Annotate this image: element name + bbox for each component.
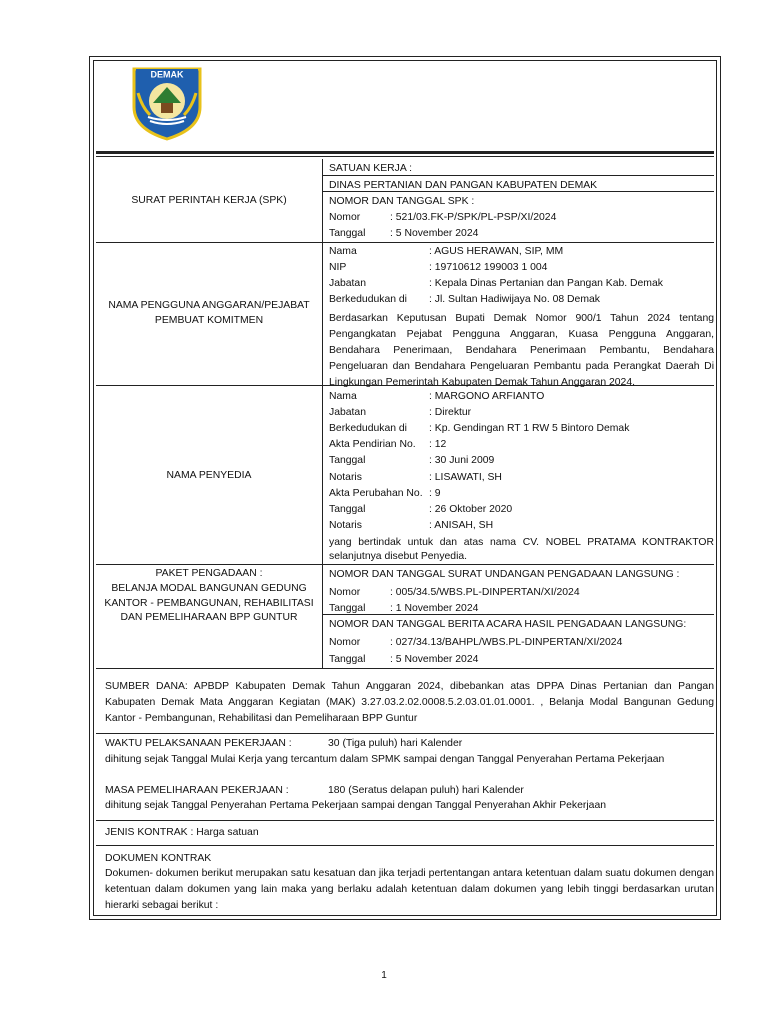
row-line [96,845,714,846]
spk-tanggal-label: Tanggal [329,228,366,239]
row-line [96,820,714,821]
paket-label: PAKET PENGADAAN : [155,568,263,579]
satker-value: DINAS PERTANIAN DAN PANGAN KABUPATEN DEMAK [329,180,598,191]
penyedia-field-value: : 9 [429,488,441,499]
masa-label: MASA PEMELIHARAAN PEKERJAAN : [105,785,289,796]
berita-nomor-label: Nomor [329,637,361,648]
penyedia-field-label: Akta Pendirian No. [329,439,416,450]
header-thin-rule [96,156,714,157]
satker-label: SATUAN KERJA : [329,163,412,174]
waktu-label: WAKTU PELAKSANAAN PEKERJAAN : [105,738,292,749]
paket-line3: DAN PEMELIHARAAN BPP GUNTUR [120,612,298,623]
document-frame [89,56,721,920]
penyedia-field-value: : 12 [429,439,447,450]
penyedia-field-value: : LISAWATI, SH [429,472,502,483]
penyedia-field-label: Akta Perubahan No. [329,488,423,499]
pengguna-label-line2: PEMBUAT KOMITMEN [154,315,264,326]
penyedia-field-label: Notaris [329,472,362,483]
row-line [322,175,714,176]
paket-line1: BELANJA MODAL BANGUNAN GEDUNG [111,583,307,594]
row-line [96,668,714,669]
penyedia-label: NAMA PENYEDIA [166,470,252,481]
pengguna-field-label: Berkedudukan di [329,294,407,305]
penyedia-paragraph-line1: yang bertindak untuk dan atas nama CV. NOBEL PRATAMA KONTRAKTOR [329,537,714,548]
penyedia-field-value: : MARGONO ARFIANTO [429,391,545,402]
sumber-dana: SUMBER DANA: APBDP Kabupaten Demak Tahun Anggaran 2024, dibebankan atas DPPA Dinas Pertanian dan Pangan Kabupaten Demak Mata Anggaran Kegiatan (MAK) 3.27.03.2.02.0008.5.2.03.01.01.0001. , Belanja Modal Bangunan Gedung Kantor - Pembangunan, Rehabilitasi dan Pemeliharaan BPP Guntur [105,681,714,724]
paket-line2: KANTOR - PEMBANGUNAN, REHABILITASI [104,598,314,609]
page-number: 1 [381,970,387,981]
pengguna-paragraph: Berdasarkan Keputusan Bupati Demak Nomor 900/1 Tahun 2024 tentang Pengangkatan Pejabat Pengguna Anggaran, Kuasa Pengguna Anggaran, Bendahara Penerimaan, Bendahara Penerimaan Pembantu, Bendahara Pengeluaran dan Bendahara Pengeluaran Pembantu pada Perangkat Daerah Di Lingkungan Pemerintah Kabupaten Demak Tahun Anggaran 2024. [329,313,714,388]
row-line [96,733,714,734]
undangan-label: NOMOR DAN TANGGAL SURAT UNDANGAN PENGADAAN LANGSUNG : [329,569,680,580]
undangan-nomor-label: Nomor [329,587,361,598]
berita-tanggal-value: : 5 November 2024 [390,654,479,665]
masa-note: dihitung sejak Tanggal Penyerahan Pertama Pekerjaan sampai dengan Tanggal Penyerahan Akhir Pekerjaan [105,800,607,811]
row-line [96,564,714,565]
column-divider [322,159,323,668]
spk-nomor-label: Nomor [329,212,361,223]
berita-label: NOMOR DAN TANGGAL BERITA ACARA HASIL PENGADAAN LANGSUNG: [329,619,687,630]
berita-nomor-value: : 027/34.13/BAHPL/WBS.PL-DINPERTAN/XI/2024 [390,637,623,648]
berita-tanggal-label: Tanggal [329,654,366,665]
row-line [322,614,714,615]
penyedia-field-label: Berkedudukan di [329,423,407,434]
undangan-tanggal-value: : 1 November 2024 [390,603,479,614]
penyedia-field-label: Tanggal [329,504,366,515]
jenis-kontrak: JENIS KONTRAK : Harga satuan [105,827,259,838]
penyedia-paragraph-line2: selanjutnya disebut Penyedia. [329,551,468,562]
waktu-value: 30 (Tiga puluh) hari Kalender [328,738,463,749]
penyedia-field-value: : ANISAH, SH [429,520,494,531]
undangan-nomor-value: : 005/34.5/WBS.PL-DINPERTAN/XI/2024 [390,587,580,598]
header-thick-rule [96,151,714,154]
undangan-tanggal-label: Tanggal [329,603,366,614]
penyedia-field-value: : Direktur [429,407,472,418]
pengguna-field-label: Nama [329,246,357,257]
penyedia-field-label: Tanggal [329,455,366,466]
pengguna-field-value: : Jl. Sultan Hadiwijaya No. 08 Demak [429,294,600,305]
demak-emblem-icon [128,63,206,141]
pengguna-field-label: NIP [329,262,347,273]
spk-nomor-tanggal-label: NOMOR DAN TANGGAL SPK : [329,196,475,207]
spk-label: SURAT PERINTAH KERJA (SPK) [131,195,287,206]
pengguna-field-label: Jabatan [329,278,366,289]
pengguna-field-value: : Kepala Dinas Pertanian dan Pangan Kab. Demak [429,278,663,289]
masa-value: 180 (Seratus delapan puluh) hari Kalender [328,785,524,796]
penyedia-field-label: Notaris [329,520,362,531]
dokumen-text: Dokumen- dokumen berikut merupakan satu kesatuan dan jika terjadi pertentangan antara ketentuan dalam suatu dokumen dengan ketentuan dalam dokumen yang lain maka yang berlaku adalah ketentuan dalam dokumen yang lebih tinggi berdasarkan urutan hierarki sebagai berikut : [105,868,714,911]
penyedia-field-label: Jabatan [329,407,366,418]
penyedia-field-value: : 26 Oktober 2020 [429,504,513,515]
penyedia-field-value: : 30 Juni 2009 [429,455,495,466]
pengguna-field-value: : 19710612 199003 1 004 [429,262,548,273]
penyedia-field-value: : Kp. Gendingan RT 1 RW 5 Bintoro Demak [429,423,630,434]
spk-tanggal-value: : 5 November 2024 [390,228,479,239]
row-line [96,242,714,243]
waktu-note: dihitung sejak Tanggal Mulai Kerja yang tercantum dalam SPMK sampai dengan Tanggal Penyerahan Pertama Pekerjaan [105,754,665,765]
spk-nomor-value: : 521/03.FK-P/SPK/PL-PSP/XI/2024 [390,212,557,223]
pengguna-field-value: : AGUS HERAWAN, SIP, MM [429,246,564,257]
penyedia-field-label: Nama [329,391,357,402]
pengguna-label-line1: NAMA PENGGUNA ANGGARAN/PEJABAT [108,300,310,311]
logo-text: DEMAK [150,69,184,80]
dokumen-title: DOKUMEN KONTRAK [105,853,212,864]
